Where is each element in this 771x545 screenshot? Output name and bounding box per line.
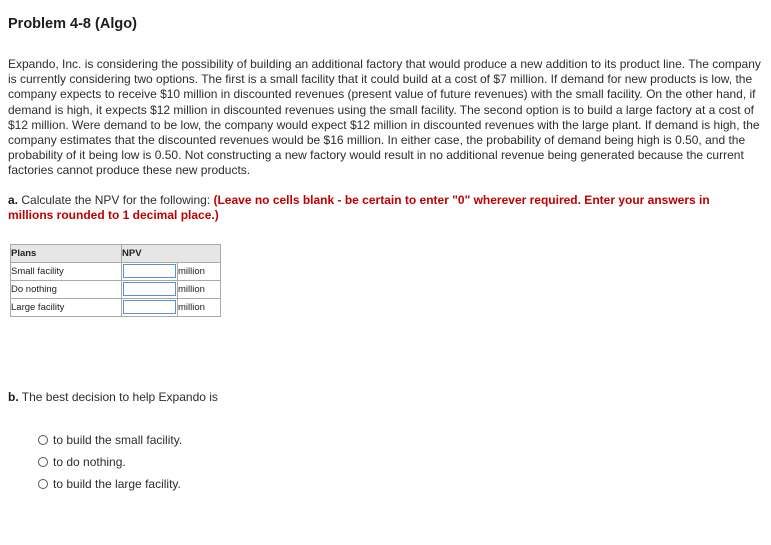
plan-label-large: Large facility [11,299,122,317]
unit-label-large: million [178,299,221,317]
table-row [11,299,221,317]
npv-table [10,244,221,317]
npv-input-small-facility[interactable] [123,264,176,278]
part-a-label: a. [8,193,19,207]
part-a-instruction: (Leave no cells blank - be certain to enter "0" wherever required. Enter your answers in millions rounded to 1 decimal place.) [8,193,710,223]
table-row [11,281,221,299]
option-label: to build the small facility. [53,433,183,447]
option-large-facility[interactable] [38,477,181,491]
part-a-prompt [8,193,748,223]
unit-label-nothing: million [178,281,221,299]
npv-input-do-nothing[interactable] [123,282,176,296]
plan-label-nothing: Do nothing [11,281,122,299]
table-header-row [11,245,221,263]
part-a-text: Calculate the NPV for the following: [21,193,211,207]
option-do-nothing[interactable] [38,455,126,469]
unit-label-small: million [178,263,221,281]
plans-header: Plans [11,245,122,263]
npv-cell-nothing [122,281,178,299]
radio-button-icon[interactable] [38,435,48,445]
npv-header: NPV [122,245,221,263]
part-b-prompt [8,390,218,404]
npv-cell-large [122,299,178,317]
part-b-label: b. [8,390,19,404]
problem-title: Problem 4-8 (Algo) [8,16,137,32]
plan-label-small: Small facility [11,263,122,281]
table-row [11,263,221,281]
part-b-text: The best decision to help Expando is [21,390,218,404]
option-small-facility[interactable] [38,433,182,447]
npv-input-large-facility[interactable] [123,300,176,314]
radio-button-icon[interactable] [38,457,48,467]
radio-button-icon[interactable] [38,479,48,489]
option-label: to build the large facility. [53,477,181,491]
npv-cell-small [122,263,178,281]
problem-text: Expando, Inc. is considering the possibility of building an additional factory that would produce a new addition to its product line. The company is currently considering two options. The first is a small facility that it could build at a cost of $7 million. If demand for new products is low, the company expects to receive $10 million in discounted revenues (present value of future revenues) with the small facility. On the other hand, if demand is high, it expects $12 million in discounted revenues using the small facility. The second option is to build a large factory at a cost of $12 million. Were demand to be low, the company would expect $12 million in discounted revenues with the large plant. If demand is high, the company estimates that the discounted revenues would be $16 million. In either case, the probability of demand being high is 0.50, and the probability of it being low is 0.50. Not constructing a new factory would result in no additional revenue being generated because the current factories cannot produce these new products. [8,57,761,178]
option-label: to do nothing. [53,455,126,469]
